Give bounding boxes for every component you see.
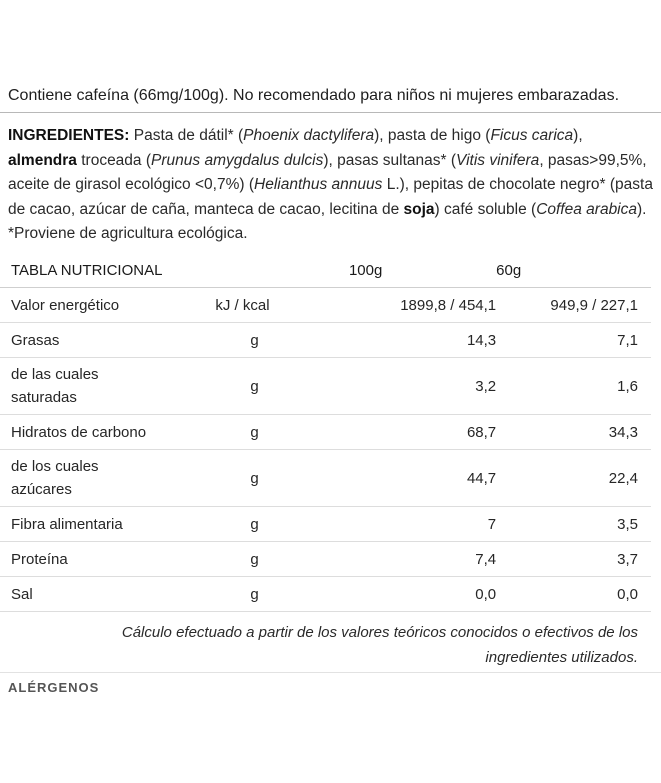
value-60g: 3,5 xyxy=(496,507,651,542)
ingredients-part: ), xyxy=(573,127,583,144)
ingredient-latin-name: Coffea arabica xyxy=(536,200,637,218)
value-100g: 7,4 xyxy=(349,542,496,577)
ingredient-latin-name: Helianthus annuus xyxy=(254,176,383,193)
nutrient-unit: g xyxy=(215,358,349,415)
header-60g: 60g xyxy=(496,254,651,288)
nutrient-unit: g xyxy=(215,450,349,507)
nutrition-table xyxy=(0,254,651,612)
nutrient-name: de las cuales saturadas xyxy=(11,366,99,406)
table-row xyxy=(0,577,651,612)
nutrient-name-cell xyxy=(0,358,215,415)
value-60g: 34,3 xyxy=(496,415,651,450)
ingredients-label: INGREDIENTES: xyxy=(8,127,130,144)
ingredients-part: ), pasta de higo ( xyxy=(374,127,491,144)
value-60g: 3,7 xyxy=(496,542,651,577)
table-row xyxy=(0,288,651,323)
value-60g: 949,9 / 227,1 xyxy=(496,288,651,323)
ingredients-part: ) café soluble ( xyxy=(434,200,537,218)
allergen-highlight: almendra xyxy=(8,151,77,169)
value-100g: 44,7 xyxy=(349,450,496,507)
nutrient-name: Fibra alimentaria xyxy=(0,507,215,542)
nutrient-unit: g xyxy=(215,542,349,577)
ingredients-part: Pasta de dátil* ( xyxy=(129,127,244,144)
value-100g: 7 xyxy=(349,507,496,542)
header-100g: 100g xyxy=(349,254,496,288)
nutrient-name: Hidratos de carbono xyxy=(0,415,215,450)
value-100g: 14,3 xyxy=(349,323,496,358)
cutoff-heading-text: ALÉRGENOS xyxy=(8,680,100,695)
ingredient-latin-name: Ficus carica xyxy=(490,127,574,144)
nutrient-name: Sal xyxy=(0,577,215,612)
table-row xyxy=(0,542,651,577)
table-row xyxy=(0,507,651,542)
ingredients-text xyxy=(8,124,653,247)
ingredient-latin-name: Prunus amygdalus dulcis xyxy=(151,151,324,169)
calculation-footnote: Cálculo efectuado a partir de los valores teóricos conocidos o efectivos de los ingredientes utilizados. xyxy=(121,624,638,666)
nutrient-unit: g xyxy=(215,577,349,612)
nutrient-unit: g xyxy=(215,323,349,358)
value-60g: 22,4 xyxy=(496,450,651,507)
value-60g: 0,0 xyxy=(496,577,651,612)
caffeine-warning: Contiene cafeína (66mg/100g). No recomendado para niños ni mujeres embarazadas. xyxy=(8,87,620,104)
value-60g: 1,6 xyxy=(496,358,651,415)
nutrient-name: Valor energético xyxy=(0,288,215,323)
nutrient-name: Proteína xyxy=(0,542,215,577)
value-100g: 0,0 xyxy=(349,577,496,612)
ingredients-part: ), pasas sultanas* ( xyxy=(323,151,457,169)
nutrient-unit: kJ / kcal xyxy=(215,288,349,323)
value-100g: 3,2 xyxy=(349,358,496,415)
ingredient-latin-name: Phoenix dactylifera xyxy=(243,127,375,144)
ingredients-part: L.), pepitas de chocolate negro* (pasta de cacao, azúcar de caña, manteca de cacao, lecitina de xyxy=(8,176,653,218)
header-title: TABLA NUTRICIONAL xyxy=(0,254,215,288)
value-100g: 1899,8 / 454,1 xyxy=(349,288,496,323)
ingredients-part: troceada ( xyxy=(76,151,152,169)
value-60g: 7,1 xyxy=(496,323,651,358)
header-unit xyxy=(215,254,349,288)
nutrient-unit: g xyxy=(215,415,349,450)
nutrient-name: Grasas xyxy=(0,323,215,358)
nutrient-name: de los cuales azúcares xyxy=(11,458,99,498)
ingredients-part: , pasas>99,5%, aceite de girasol ecológico <0,7%) ( xyxy=(8,151,647,193)
ingredient-latin-name: Vitis vinifera xyxy=(456,151,540,169)
table-row xyxy=(0,358,651,415)
value-100g: 68,7 xyxy=(349,415,496,450)
cutoff-heading xyxy=(8,680,108,695)
table-row xyxy=(0,450,651,507)
table-row xyxy=(0,323,651,358)
table-row xyxy=(0,415,651,450)
divider xyxy=(0,112,661,113)
table-header-row xyxy=(0,254,651,288)
allergen-highlight: soja xyxy=(403,200,435,218)
nutrient-unit: g xyxy=(215,507,349,542)
divider xyxy=(0,672,661,673)
ingredients-part: ). *Proviene de agricultura ecológica. xyxy=(8,200,647,242)
nutrient-name-cell xyxy=(0,450,215,507)
